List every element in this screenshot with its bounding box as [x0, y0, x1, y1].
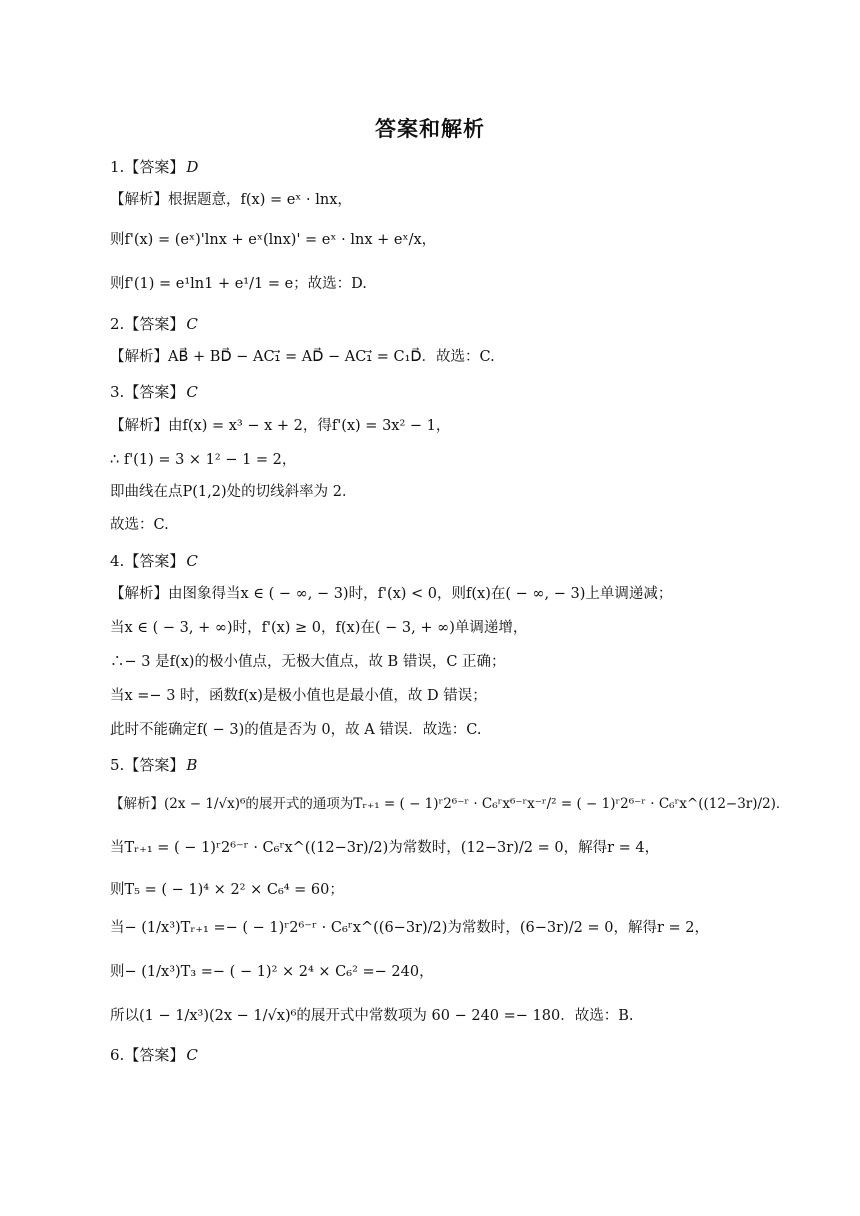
question-6-answer	[110, 1045, 198, 1065]
question-3-answer	[110, 382, 198, 402]
answer-tag: 【答案】	[124, 756, 185, 774]
solution-line: 则T₅ = ( − 1)⁴ × 2² × C₆⁴ = 60；	[110, 882, 344, 898]
question-5-answer	[110, 755, 197, 775]
question-number: 3.	[110, 383, 125, 401]
solution-line: 则f'(x) = (eˣ)'lnx + eˣ(lnx)' = eˣ · lnx + eˣ/x，	[110, 232, 437, 248]
solution-line: 所以(1 − 1/x³)(2x − 1/√x)⁶的展开式中常数项为 60 − 240 =− 180．故选：B.	[110, 1008, 634, 1024]
solution-line: 当x ∈ ( − 3, + ∞)时，f'(x) ≥ 0，f(x)在( − 3, + ∞)单调递增，	[110, 620, 528, 636]
answer-letter: C	[186, 552, 198, 570]
answer-letter: C	[186, 1046, 198, 1064]
solution-line: 当x =− 3 时，函数f(x)是极小值也是最小值，故 D 错误；	[110, 688, 487, 704]
question-number: 1.	[110, 158, 125, 176]
answer-letter: C	[186, 315, 198, 333]
page-title: 答案和解析	[375, 117, 485, 141]
solution-line: ∴ f'(1) = 3 × 1² − 1 = 2，	[110, 452, 297, 468]
solution-line: 此时不能确定f( − 3)的值是否为 0，故 A 错误．故选：C.	[110, 722, 482, 738]
answer-letter: D	[186, 158, 199, 176]
answer-tag: 【答案】	[124, 383, 185, 401]
solution-line: 即曲线在点P(1,2)处的切线斜率为 2．	[110, 484, 357, 500]
question-number: 2.	[110, 315, 125, 333]
solution-line: 当Tᵣ₊₁ = ( − 1)ʳ2⁶⁻ʳ · C₆ʳx^((12−3r)/2)为常数时，(12−3r)/2 = 0，解得r = 4，	[110, 840, 660, 856]
answer-tag: 【答案】	[124, 552, 185, 570]
solution-line: 则− (1/x³)T₃ =− ( − 1)² × 2⁴ × C₆² =− 240，	[110, 964, 434, 980]
answer-letter: B	[186, 756, 198, 774]
solution-line: 【解析】由图象得当x ∈ ( − ∞, − 3)时，f'(x) < 0，则f(x)在( − ∞, − 3)上单调递减；	[110, 586, 673, 602]
question-number: 6.	[110, 1046, 125, 1064]
answer-tag: 【答案】	[124, 1046, 185, 1064]
solution-line: 则f'(1) = e¹ln1 + e¹/1 = e；故选：D.	[110, 276, 367, 292]
solution-line: 【解析】根据题意，f(x) = eˣ · lnx，	[110, 192, 352, 208]
answer-tag: 【答案】	[124, 315, 185, 333]
solution-line: 【解析】AB⃗ + BD⃗ − AC₁⃗ = AD⃗ − AC₁⃗ = C₁D⃗．故选：C.	[110, 349, 495, 365]
solution-line: ∴− 3 是f(x)的极小值点，无极大值点，故 B 错误，C 正确；	[110, 654, 506, 670]
answer-letter: C	[186, 383, 198, 401]
answer-tag: 【答案】	[124, 158, 185, 176]
question-number: 4.	[110, 552, 125, 570]
solution-line: 故选：C.	[110, 517, 169, 533]
question-1-answer	[110, 157, 198, 177]
solution-line: 当− (1/x³)Tᵣ₊₁ =− ( − 1)ʳ2⁶⁻ʳ · C₆ʳx^((6−3r)/2)为常数时，(6−3r)/2 = 0，解得r = 2，	[110, 920, 709, 936]
solution-line: 【解析】(2x − 1/√x)⁶的展开式的通项为Tᵣ₊₁ = ( − 1)ʳ2⁶⁻ʳ · C₆ʳx⁶⁻ʳx⁻ʳ/² = ( − 1)ʳ2⁶⁻ʳ · C₆ʳx^((12−3r)/2)．	[110, 796, 790, 812]
question-number: 5.	[110, 756, 125, 774]
question-2-answer	[110, 314, 198, 334]
solution-line: 【解析】由f(x) = x³ − x + 2，得f'(x) = 3x² − 1，	[110, 418, 451, 434]
question-4-answer	[110, 551, 198, 571]
